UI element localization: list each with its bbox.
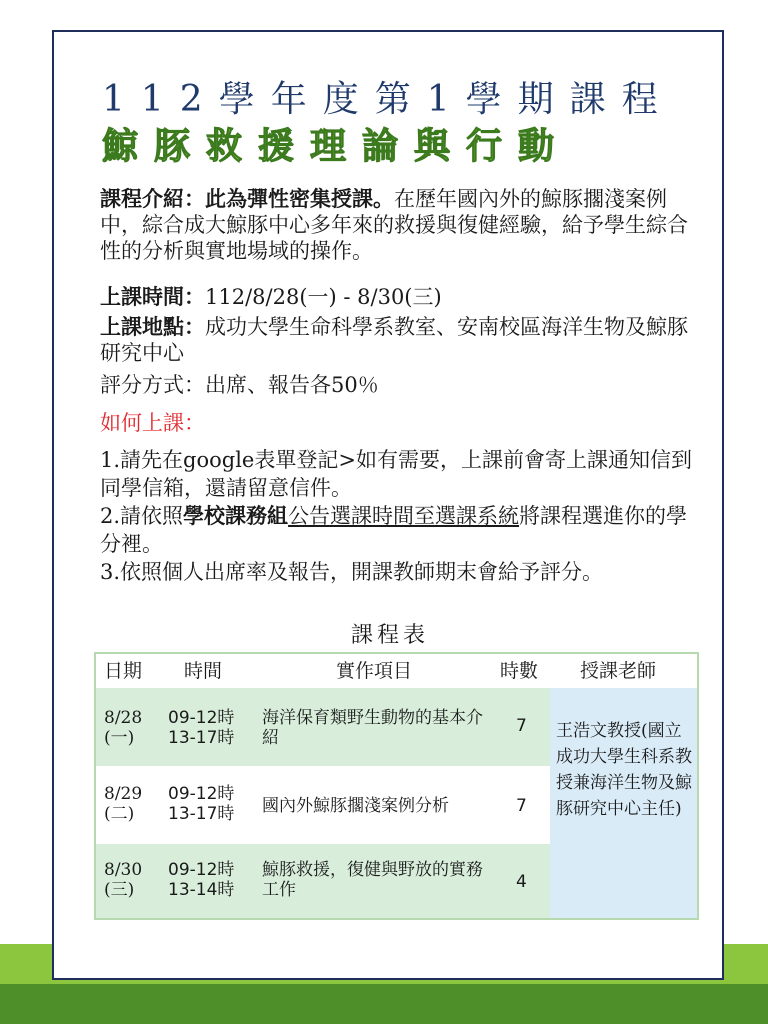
table-header <box>96 654 697 689</box>
time-label: 上課時間： <box>100 284 205 309</box>
step-2-underlined: 公告選課時間至選課系統 <box>288 504 520 528</box>
table-row <box>96 766 550 844</box>
header-date: 日期 <box>104 660 143 682</box>
header-hours: 時數 <box>500 660 539 682</box>
table-row <box>96 688 550 766</box>
row-weekday: (三) <box>104 880 135 900</box>
row-weekday: (一) <box>104 728 135 748</box>
schedule-table-title: 課程表 <box>350 623 429 648</box>
row-hours: 4 <box>516 872 527 892</box>
row-time-2: 13-14時 <box>168 880 235 900</box>
how-to-attend-heading: 如何上課： <box>100 411 205 435</box>
place-value: 成功大學生命科學系教室、安南校區海洋生物及鯨豚研究中心 <box>100 315 688 365</box>
footer-bar-dark <box>0 984 768 1024</box>
steps <box>100 446 700 586</box>
time-value: 112/8/28(一) - 8/30(三) <box>205 285 442 309</box>
header-time: 時間 <box>184 660 223 682</box>
intro-highlight: 此為彈性密集授課。 <box>205 186 394 211</box>
step-2-office: 學校課務組 <box>183 503 289 528</box>
row-hours: 7 <box>516 796 527 816</box>
intro-text: 在歷年國內外的鯨豚擱淺案例中，綜合成大鯨豚中心多年來的救援與復健經驗，給予學生綜合性的分析與實地場域的操作。 <box>100 187 688 263</box>
title-semester: 112學年度第1學期課程 <box>102 79 674 120</box>
row-time-1: 09-12時 <box>168 784 235 804</box>
row-hours: 7 <box>516 716 527 736</box>
step-2 <box>100 502 700 558</box>
row-item: 國內外鯨豚擱淺案例分析 <box>262 796 449 816</box>
row-time-2: 13-17時 <box>168 728 235 748</box>
grade-label: 評分方式： <box>100 373 205 397</box>
row-time-1: 09-12時 <box>168 708 235 728</box>
header-item: 實作項目 <box>336 660 413 682</box>
row-weekday: (二) <box>104 804 135 824</box>
row-time-1: 09-12時 <box>168 860 235 880</box>
class-time <box>100 284 700 310</box>
title-course: 鯨豚救援理論與行動 <box>102 125 571 167</box>
row-date: 8/28 <box>104 708 143 728</box>
intro-label: 課程介紹： <box>100 186 205 211</box>
step-3: 3.依照個人出席率及報告，開課教師期末會給予評分。 <box>100 560 604 584</box>
class-place <box>100 314 700 366</box>
step-2-prefix: 2.請依照 <box>100 504 184 528</box>
grade-value: 出席、報告各50％ <box>205 373 379 397</box>
poster-frame <box>52 30 724 980</box>
table-row <box>96 844 550 918</box>
step-1: 1.請先在google表單登記>如有需要，上課前會寄上課通知信到同學信箱，還請留意信件。 <box>100 448 692 500</box>
course-intro <box>100 186 700 264</box>
teacher-cell <box>550 688 697 918</box>
row-date: 8/30 <box>104 860 143 880</box>
teacher-info: 王浩文教授(國立成功大學生科系教授兼海洋生物及鯨豚研究中心主任) <box>556 721 692 819</box>
row-date: 8/29 <box>104 784 143 804</box>
place-label: 上課地點： <box>100 314 205 339</box>
row-time-2: 13-17時 <box>168 804 235 824</box>
row-item: 鯨豚救援，復健與野放的實務工作 <box>262 860 483 900</box>
step-2-suffix: 將課程選進你的學分裡。 <box>100 504 688 556</box>
row-item: 海洋保育類野生動物的基本介紹 <box>262 708 483 748</box>
grading <box>100 372 700 398</box>
schedule-table <box>94 652 699 920</box>
header-teacher: 授課老師 <box>580 660 657 682</box>
